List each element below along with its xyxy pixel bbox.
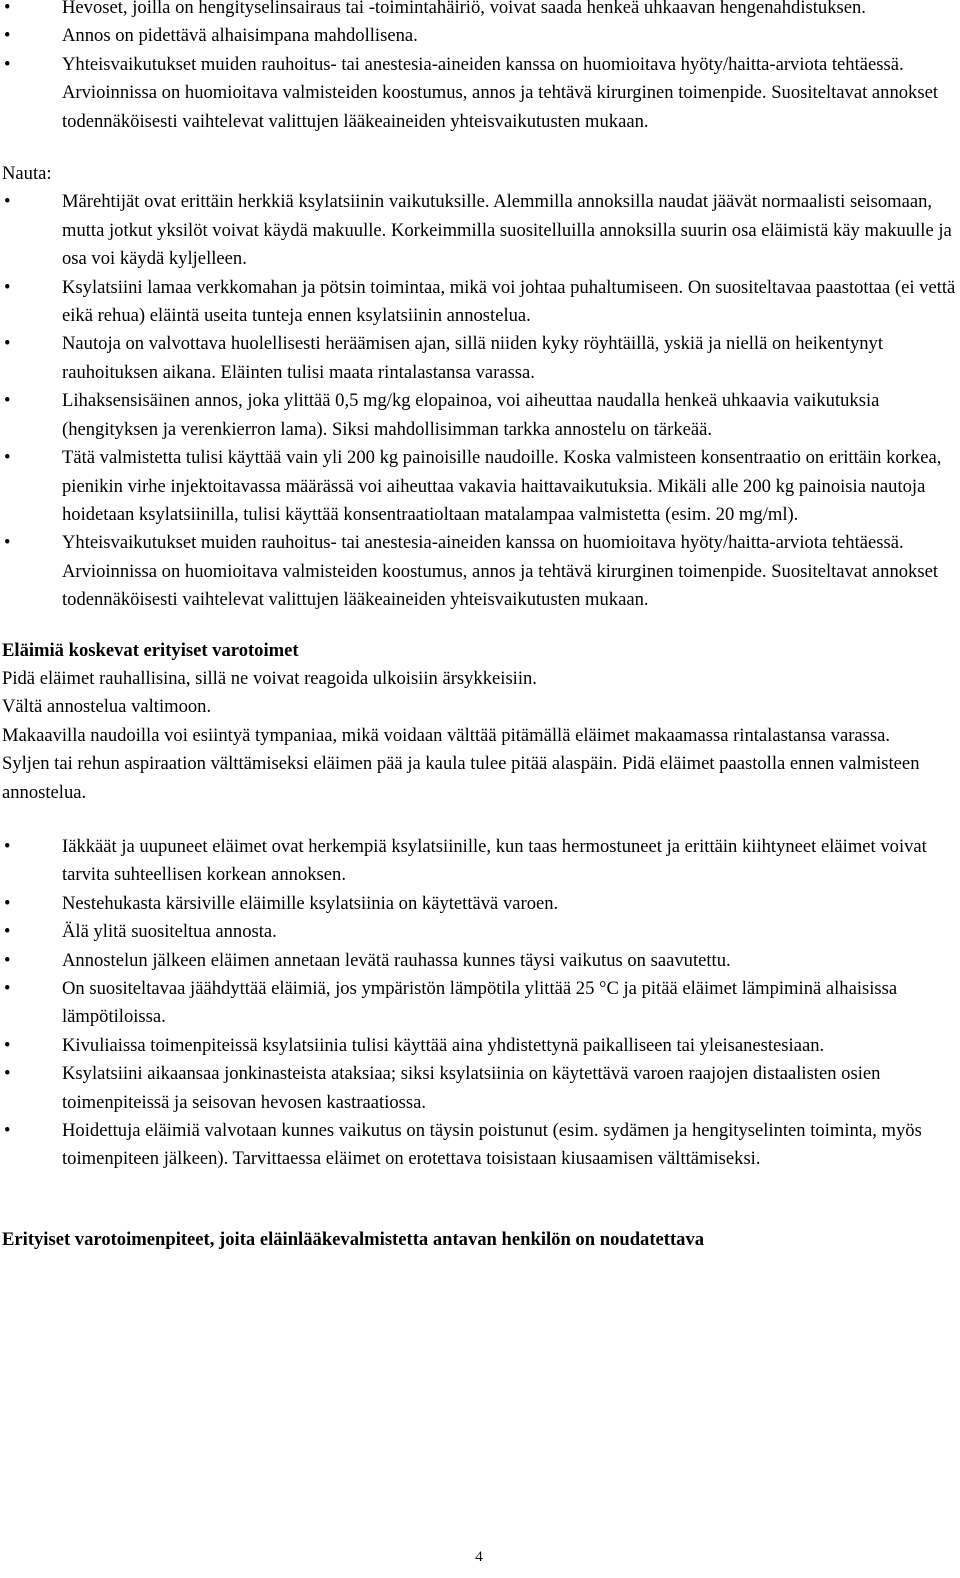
list-item-text: Annos on pidettävä alhaisimpana mahdollisena. xyxy=(62,25,418,47)
bullet: • xyxy=(4,532,11,554)
horse-precautions-list xyxy=(0,0,958,136)
list-item-text: Hoidettuja eläimiä valvotaan kunnes vaikutus on täysin poistunut (esim. sydämen ja hengityselinten toiminta, myös toimenpiteen jälkeen). Tarvittaessa eläimet on erotettava toisistaan kiusaamisen välttämiseksi. xyxy=(62,1120,922,1170)
list-item xyxy=(0,529,958,614)
bullet: • xyxy=(4,191,11,213)
bullet: • xyxy=(4,53,11,75)
list-item xyxy=(0,330,958,387)
bullet: • xyxy=(4,978,11,999)
paragraph: Vältä annostelua valtimoon. xyxy=(2,696,212,718)
list-item-text: Iäkkäät ja uupuneet eläimet ovat herkempiä ksylatsiinille, kun taas hermostuneet ja erittäin kiihtyneet eläimet voivat tarvita suhteellisen korkean annoksen. xyxy=(62,835,927,886)
list-item-text: Ksylatsiini aikaansaa jonkinasteista ataksiaa; siksi ksylatsiinia on käytettävä varoen raajojen distaalisten osien toimenpiteissä ja seisovan hevosen kastraatiossa. xyxy=(62,1063,881,1113)
page-number: 4 xyxy=(475,1549,483,1565)
list-item xyxy=(0,1032,958,1060)
list-item-text: Lihaksensisäinen annos, joka ylittää 0,5 mg/kg elopainoa, voi aiheuttaa naudalla henkeä uhkaavia vaikutuksia (hengityksen ja verenkierron lama). Siksi mahdollisimman tarkka annostelu on tärkeää. xyxy=(62,390,880,440)
list-item-text: Yhteisvaikutukset muiden rauhoitus- tai anestesia-aineiden kanssa on huomioitava hyöty/haitta-arviota tehtäessä. Arvioinnissa on huomioitava valmisteiden koostumus, annos ja tehtävä kirurginen toimenpide. Suositeltavat annokset todennäköisesti vaihtelevat valittujen lääkeaineiden yhteisvaikutusten mukaan. xyxy=(62,53,939,132)
list-item xyxy=(0,274,958,331)
paragraph: Syljen tai rehun aspiraation välttämiseksi eläimen pää ja kaula tulee pitää alaspäin. Pidä eläimet paastolla ennen valmisteen annostelua. xyxy=(2,753,920,803)
list-item xyxy=(0,0,958,22)
bullet: • xyxy=(4,447,11,469)
list-item xyxy=(0,22,958,50)
list-item-text: On suositeltavaa jäähdyttää eläimiä, jos ympäristön lämpötila ylittää 25 °C ja pitää eläimet lämpiminä alhaisissa lämpötiloissa. xyxy=(62,978,898,1028)
list-item xyxy=(0,975,958,1032)
list-item xyxy=(0,890,958,918)
list-item xyxy=(0,387,958,444)
bullet: • xyxy=(4,0,11,18)
paragraph: Makaavilla naudoilla voi esiintyä tympaniaa, mikä voidaan välttää pitämällä eläimet makaamassa rintalastansa varassa. xyxy=(2,724,891,746)
bullet: • xyxy=(4,25,11,47)
list-item xyxy=(0,188,958,273)
animal-precautions-list xyxy=(0,833,958,1174)
list-item-text: Nautoja on valvottava huolellisesti heräämisen ajan, sillä niiden kyky röyhtäillä, yskiä ja niellä on heikentynyt rauhoituksen aikana. Eläinten tulisi maata rintalastansa varassa. xyxy=(62,333,884,383)
list-item xyxy=(0,947,958,975)
bullet: • xyxy=(4,921,11,943)
list-item xyxy=(0,918,958,946)
user-precautions-heading: Erityiset varotoimenpiteet, joita eläinlääkevalmistetta antavan henkilön on noudatettava xyxy=(2,1228,705,1250)
list-item-text: Älä ylitä suositeltua annosta. xyxy=(62,921,277,943)
list-item-text: Annostelun jälkeen eläimen annetaan levätä rauhassa kunnes täysi vaikutus on saavutettu. xyxy=(62,949,731,971)
list-item xyxy=(0,444,958,529)
list-item-text: Ksylatsiini lamaa verkkomahan ja pötsin toimintaa, mikä voi johtaa puhaltumiseen. On suositeltavaa paastottaa (ei vettä eikä rehua) eläintä useita tunteja ennen ksylatsiinin annostelua. xyxy=(62,276,956,327)
paragraph: Pidä eläimet rauhallisina, sillä ne voivat reagoida ulkoisiin ärsykkeisiin. xyxy=(2,667,537,689)
bullet: • xyxy=(4,835,11,857)
bullet: • xyxy=(4,1063,11,1085)
bullet: • xyxy=(4,892,11,914)
animal-precautions-heading: Eläimiä koskevat erityiset varotoimet xyxy=(2,639,299,661)
bullet: • xyxy=(4,1120,11,1142)
list-item-text: Märehtijät ovat erittäin herkkiä ksylatsiinin vaikutuksille. Alemmilla annoksilla naudat jäävät normaalisti seisomaan, mutta jotkut yksilöt voivat käydä makuulle. Korkeimmilla suositelluilla annoksilla suurin osa eläimistä käy makuulle ja osa voi käydä kyljelleen. xyxy=(62,191,952,270)
list-item xyxy=(0,1060,958,1117)
bullet: • xyxy=(4,333,11,355)
list-item xyxy=(0,833,958,890)
cattle-precautions-list xyxy=(0,188,958,614)
list-item xyxy=(0,51,958,136)
cattle-heading: Nauta: xyxy=(2,163,52,185)
list-item xyxy=(0,1117,958,1174)
bullet: • xyxy=(4,276,11,298)
list-item-text: Nestehukasta kärsiville eläimille ksylatsiinia on käytettävä varoen. xyxy=(62,892,559,914)
bullet: • xyxy=(4,390,11,412)
bullet: • xyxy=(4,1034,11,1056)
list-item-text: Yhteisvaikutukset muiden rauhoitus- tai anestesia-aineiden kanssa on huomioitava hyöty/haitta-arviota tehtäessä. Arvioinnissa on huomioitava valmisteiden koostumus, annos ja tehtävä kirurginen toimenpide. Suositeltavat annokset todennäköisesti vaihtelevat valittujen lääkeaineiden yhteisvaikutusten mukaan. xyxy=(62,532,939,611)
list-item-text: Kivuliaissa toimenpiteissä ksylatsiinia tulisi käyttää aina yhdistettynä paikalliseen tai yleisanestesiaan. xyxy=(62,1034,825,1056)
list-item-text: Tätä valmistetta tulisi käyttää vain yli 200 kg painoisille naudoille. Koska valmisteen konsentraatio on erittäin korkea, pienikin virhe injektoitavassa määrässä voi aiheuttaa vakavia haittavaikutuksia. Mikäli alle 200 kg painoisia nautoja hoidetaan ksylatsiinilla, tulisi käyttää konsentraatioltaan matalampaa valmistetta (esim. 20 mg/ml). xyxy=(62,447,942,525)
bullet: • xyxy=(4,949,11,971)
list-item-text: Hevoset, joilla on hengityselinsairaus tai -toimintahäiriö, voivat saada henkeä uhkaavan hengenahdistuksen. xyxy=(62,0,866,18)
